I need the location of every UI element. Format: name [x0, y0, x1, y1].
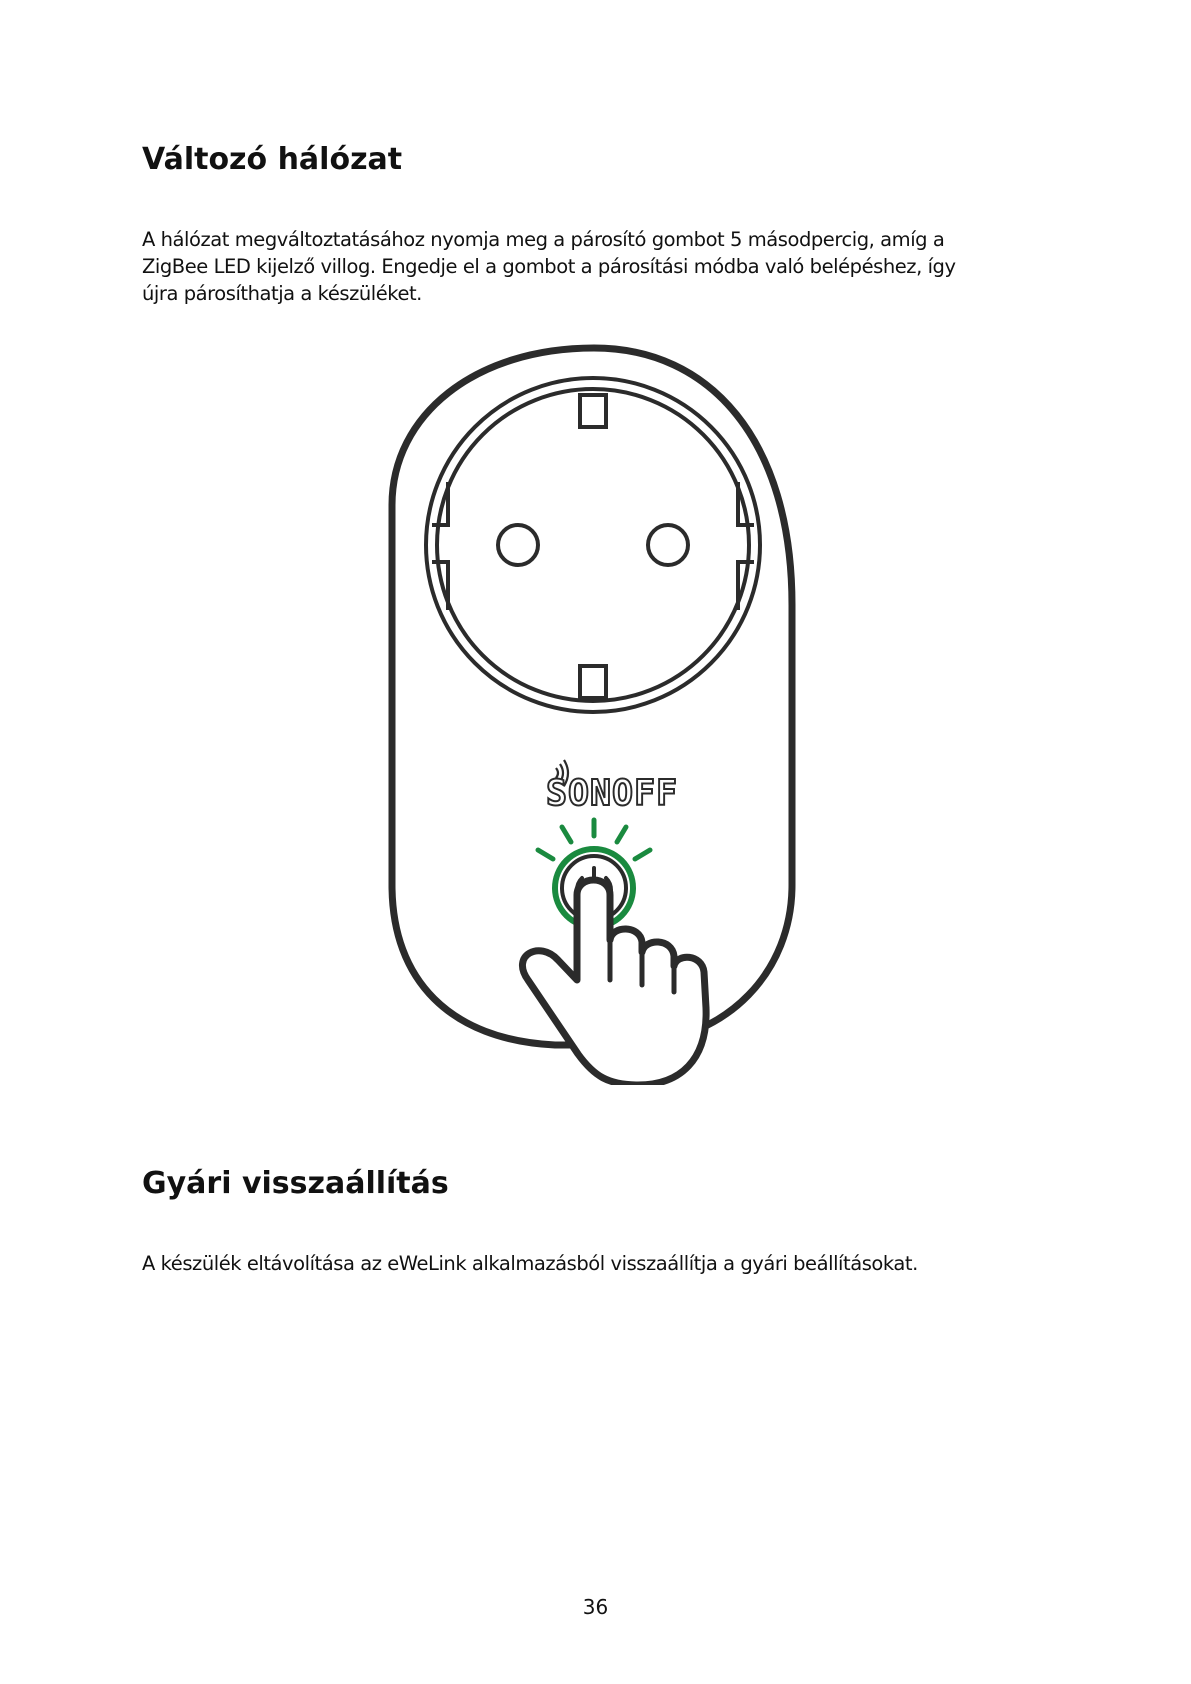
page-number: 36 — [582, 1595, 609, 1619]
smart-plug-illustration — [380, 340, 820, 1085]
section-title-network-change: Változó hálózat — [142, 142, 403, 177]
section-paragraph-network-change — [142, 226, 1042, 307]
paragraph-line: A készülék eltávolítása az eWeLink alkalmazásból visszaállítja a gyári beállításokat. — [142, 1252, 918, 1275]
brand-logo-text: SONOFF — [546, 773, 678, 814]
section-title-factory-reset: Gyári visszaállítás — [142, 1166, 449, 1201]
paragraph-line: A hálózat megváltoztatásához nyomja meg a párosító gombot 5 másodpercig, amíg a — [142, 228, 945, 251]
paragraph-line: ZigBee LED kijelző villog. Engedje el a gombot a párosítási módba való belépéshez, így — [142, 255, 956, 278]
paragraph-line: újra párosíthatja a készüléket. — [142, 282, 422, 305]
section-paragraph-factory-reset — [142, 1250, 1042, 1277]
